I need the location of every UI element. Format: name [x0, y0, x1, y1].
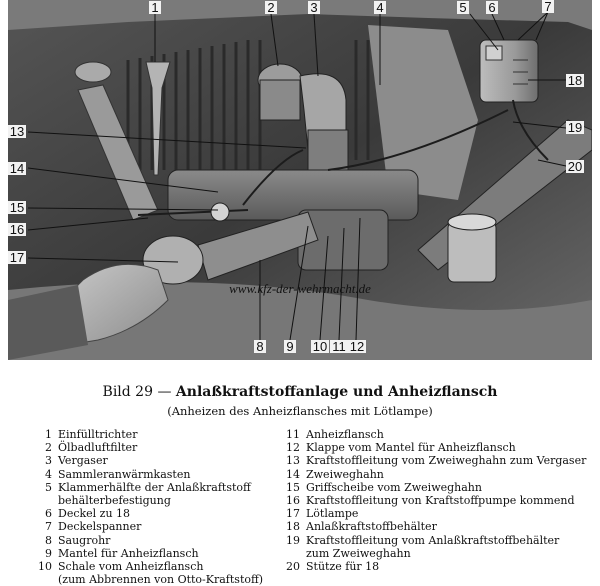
callout-5: 5 [459, 0, 467, 15]
pipe-cap [75, 62, 111, 82]
legend-label: Anheizflansch [306, 428, 384, 441]
legend-label-continuation: (zum Abbrennen von Otto-Kraftstoff) [58, 573, 264, 586]
legend-number: 18 [286, 520, 300, 534]
oil-can [448, 222, 496, 282]
legend-label: Klammerhälfte der Anlaßkraftstoff [58, 480, 251, 494]
callout-12: 12 [349, 339, 365, 354]
callout-19: 19 [567, 120, 583, 135]
callout-1: 1 [151, 0, 159, 15]
legend-item [278, 520, 590, 533]
legend-label: Sammleranwärmkasten [58, 467, 191, 481]
legend-item [30, 507, 280, 520]
legend-number: 3 [45, 454, 52, 468]
figure-subtitle: (Anheizen des Anheizflansches mit Lötlampe) [167, 404, 433, 418]
legend-item [30, 454, 280, 467]
callout-11: 11 [332, 339, 346, 354]
legend-item [30, 547, 280, 560]
legend-item [30, 441, 280, 454]
callout-6: 6 [488, 0, 496, 15]
legend-item [30, 481, 280, 494]
legend-number: 20 [286, 560, 300, 574]
two-way-valve [211, 203, 229, 221]
legend-label: Kraftstoffleitung vom Anlaßkraftstoffbehälter [306, 533, 560, 547]
legend-label: Anlaßkraftstoffbehälter [306, 520, 437, 534]
legend-label: Deckelspanner [58, 520, 142, 534]
callout-16: 16 [9, 222, 25, 237]
legend-item [278, 534, 590, 547]
figure-caption [0, 384, 600, 400]
legend-label: Einfülltrichter [58, 428, 138, 441]
callout-2: 2 [267, 0, 275, 15]
legend-label: Kraftstoffleitung von Kraftstoffpumpe kommend [306, 494, 575, 508]
legend-item [278, 468, 590, 481]
legend-label: Lötlampe [306, 507, 359, 521]
legend-label-continuation: zum Zweiweghahn [306, 546, 411, 560]
legend-number: 14 [286, 467, 300, 481]
callout-9: 9 [286, 339, 294, 354]
legend-number: 7 [45, 520, 52, 534]
legend-item [30, 428, 280, 441]
legend-item [278, 494, 590, 507]
figure-title: Anlaßkraftstoffanlage und Anheizflansch [175, 384, 498, 400]
legend-item [30, 534, 280, 547]
engine-photo [8, 0, 592, 360]
callout-20: 20 [567, 159, 583, 174]
callout-13: 13 [9, 124, 25, 139]
callout-7: 7 [544, 0, 552, 14]
legend-item [278, 428, 590, 441]
callout-3: 3 [310, 0, 318, 15]
callout-18: 18 [567, 73, 583, 88]
legend-number: 12 [286, 441, 300, 455]
legend-column-left [30, 428, 280, 586]
legend-number: 9 [45, 546, 52, 560]
watermark-text: www.kfz-der-wehrmacht.de [229, 281, 371, 296]
legend-item [30, 468, 280, 481]
legend-label: Zweiweghahn [306, 467, 384, 481]
legend-label: Griffscheibe vom Zweiweghahn [306, 480, 482, 494]
legend-number: 19 [286, 533, 300, 547]
legend-column-right [278, 428, 590, 573]
legend-label: Kraftstoffleitung vom Zweiweghahn zum Vergaser [306, 454, 587, 468]
callout-4: 4 [376, 0, 384, 15]
legend-number: 17 [286, 507, 300, 521]
callout-10: 10 [312, 339, 328, 354]
legend-item [30, 560, 280, 573]
legend-label: Schale vom Anheizflansch [58, 560, 204, 574]
callout-8: 8 [256, 339, 264, 354]
legend-label: Mantel für Anheizflansch [58, 546, 199, 560]
legend-label: Deckel zu 18 [58, 507, 131, 521]
callout-17: 17 [9, 250, 25, 265]
legend-number: 10 [38, 560, 52, 574]
legend-number: 13 [286, 454, 300, 468]
legend-number: 11 [286, 428, 300, 441]
legend-item [278, 481, 590, 494]
callout-14: 14 [9, 161, 25, 176]
legend-number: 6 [45, 507, 52, 521]
legend-label-continuation: behälterbefestigung [58, 494, 171, 508]
legend-number: 1 [45, 428, 52, 441]
legend-label: Saugrohr [58, 533, 111, 547]
legend-label: Stütze für 18 [306, 560, 380, 574]
legend-item [278, 560, 590, 573]
legend-number: 2 [45, 441, 52, 455]
legend-item [30, 520, 280, 533]
legend-item [278, 507, 590, 520]
legend-number: 5 [45, 480, 52, 494]
legend-label: Vergaser [58, 454, 108, 468]
figure-number: Bild 29 [102, 384, 154, 400]
legend-number: 16 [286, 494, 300, 508]
legend-item [278, 441, 590, 454]
legend-number: 4 [45, 467, 52, 481]
legend-label: Ölbadluftfilter [58, 441, 138, 455]
legend-number: 8 [45, 533, 52, 547]
callout-15: 15 [9, 200, 25, 215]
legend-label: Klappe vom Mantel für Anheizflansch [306, 441, 516, 455]
legend-item [278, 454, 590, 467]
caption-dash: — [153, 384, 176, 400]
legend-number: 15 [286, 480, 300, 494]
